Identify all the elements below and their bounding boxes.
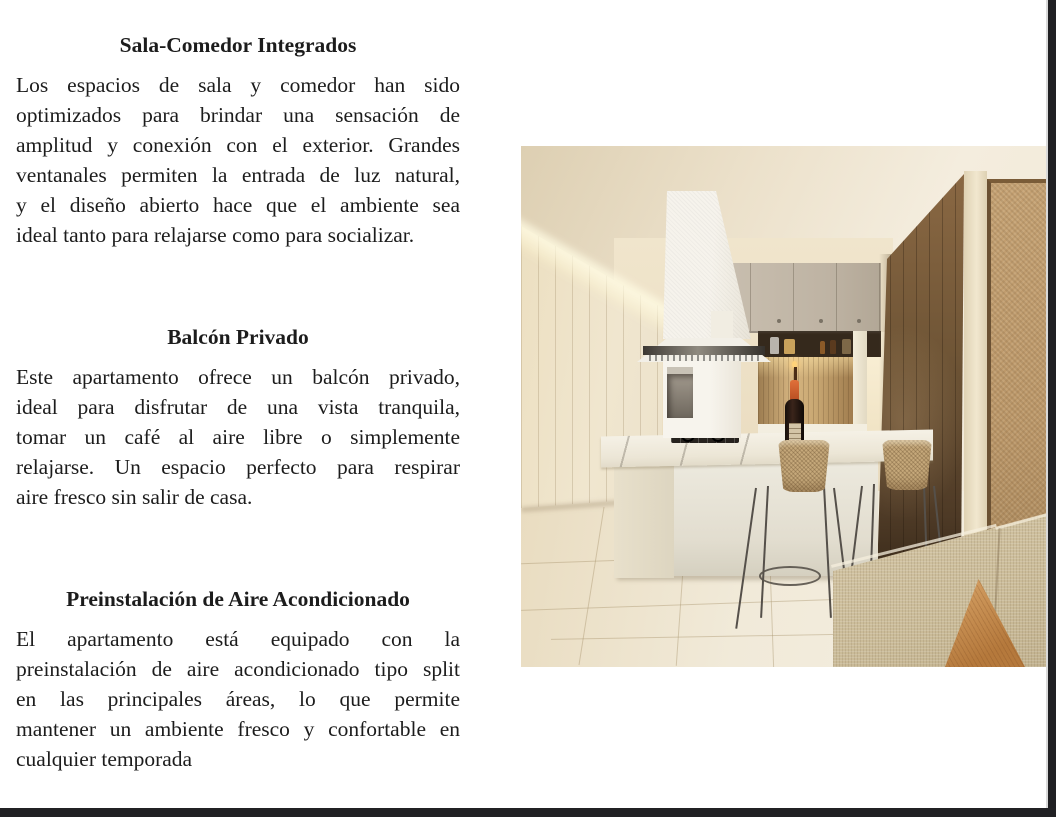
paragraph-line: amplitud y conexión con el exterior. Grandes — [16, 133, 460, 157]
bottle-capsule — [790, 380, 799, 401]
hood-step — [711, 311, 733, 341]
jar — [770, 337, 779, 354]
paragraph-line: relajarse. Un espacio perfecto para respirar — [16, 455, 460, 479]
paragraph-line: optimizados para brindar una sensación de — [16, 103, 460, 127]
cabinet-knob — [857, 319, 861, 323]
cream-pilaster — [964, 171, 987, 576]
tile-seam — [521, 598, 861, 611]
hood-metal-band — [643, 346, 765, 355]
refrigerator-column — [663, 361, 741, 438]
bar-stool — [777, 440, 831, 492]
paragraph-line: ventanales permiten la entrada de luz natural, — [16, 163, 460, 187]
paragraph-line: aire fresco sin salir de casa. — [16, 485, 253, 509]
section-paragraph — [16, 624, 460, 774]
white-frame — [853, 331, 867, 434]
paragraph-line: Los espacios de sala y comedor han sido — [16, 73, 460, 97]
paragraph-line: y el diseño abierto hace que el ambiente sea — [16, 193, 460, 217]
section-title: Preinstalación de Aire Acondicionado — [66, 587, 410, 611]
section-paragraph — [16, 70, 460, 250]
tile-seam — [578, 507, 604, 665]
section-balcon — [16, 322, 460, 512]
window-edge-right — [1046, 0, 1056, 817]
paragraph-line: cualquier temporada — [16, 747, 193, 771]
paragraph-line: ideal para disfrutar de una vista tranquila, — [16, 395, 460, 419]
bar-stool — [881, 440, 933, 490]
island-side-face — [614, 458, 674, 578]
cabinet-knob — [777, 319, 781, 323]
jar — [784, 339, 795, 354]
section-title: Balcón Privado — [167, 325, 309, 349]
section-paragraph — [16, 362, 460, 512]
section-sala-comedor — [16, 30, 460, 250]
candle-stem — [794, 367, 797, 381]
jar — [842, 339, 851, 354]
wood-wardrobe — [877, 174, 964, 576]
paragraph-line: mantener un ambiente fresco y confortable en — [16, 717, 460, 741]
water-dispenser — [667, 374, 693, 418]
section-aire-acondicionado — [16, 584, 460, 774]
bottle — [820, 341, 825, 354]
paragraph-line: preinstalación de aire acondicionado tipo split — [16, 657, 460, 681]
paragraph-line: en las principales áreas, lo que permite — [16, 687, 460, 711]
bottle — [830, 340, 836, 354]
paragraph-line: ideal tanto para relajarse como para socializar. — [16, 223, 415, 247]
paragraph-line: El apartamento está equipado con la — [16, 627, 460, 651]
paragraph-line: tomar un café al aire libre o simplemente — [16, 425, 460, 449]
window-edge-bottom — [0, 808, 1056, 817]
kitchen-render-image — [521, 146, 1056, 667]
paragraph-line: Este apartamento ofrece un balcón privado, — [16, 365, 460, 389]
tile-seam — [551, 633, 881, 640]
section-title: Sala-Comedor Integrados — [119, 33, 357, 57]
dispenser-trim — [667, 367, 693, 374]
text-column — [16, 30, 460, 817]
cabinet-knob — [819, 319, 823, 323]
island-front-face — [674, 456, 878, 576]
stool-footrest — [759, 566, 821, 586]
